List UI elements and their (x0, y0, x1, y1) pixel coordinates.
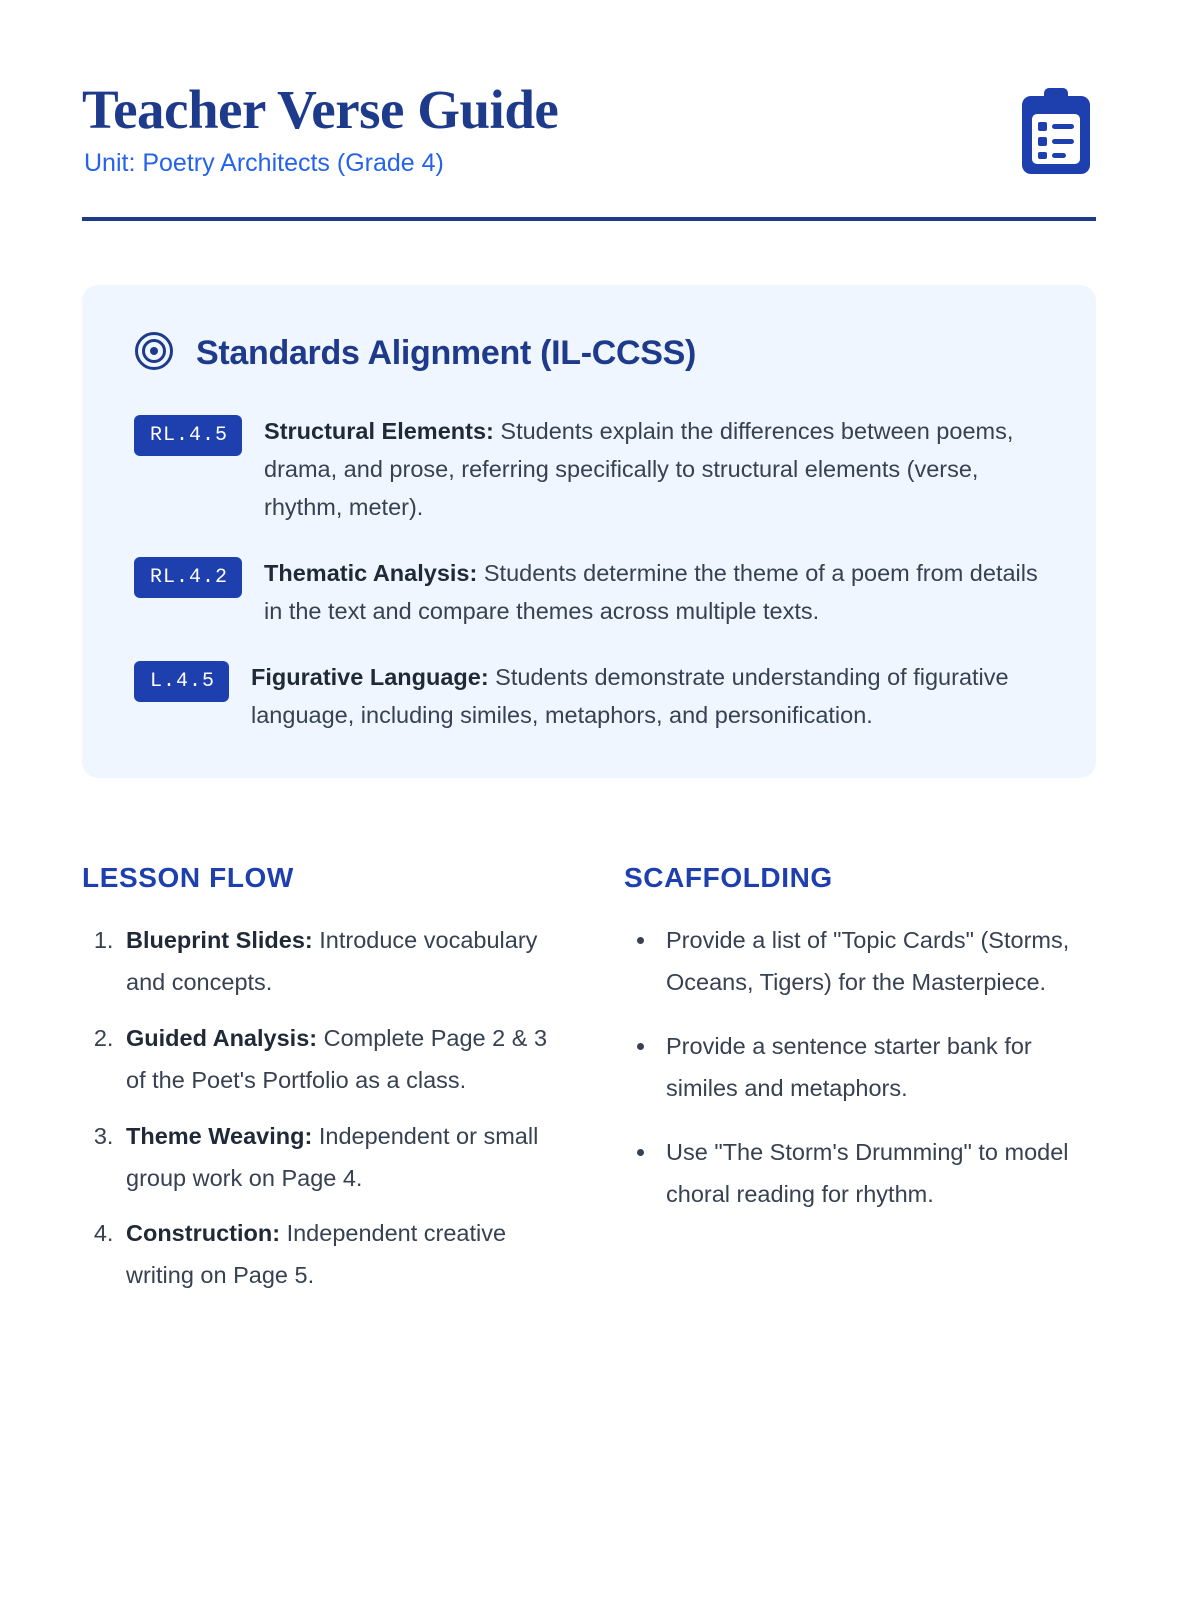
lesson-step-text: Independent or small group work on Page 4. (126, 1122, 539, 1191)
lesson-step-text: Complete Page 2 & 3 of the Poet's Portfolio as a class. (126, 1025, 548, 1093)
standard-body: Students demonstrate understanding of figurative language, including similes, metaphors, and personification. (251, 664, 1009, 729)
list-item: • Use "The Storm's Drumming" to model choral reading for rhythm. (658, 1132, 1096, 1216)
list-item (120, 1213, 554, 1297)
standard-body: Students determine the theme of a poem from details in the text and compare themes across multiple texts. (264, 560, 1038, 625)
standard-item (134, 554, 1048, 630)
standard-item (134, 412, 1048, 526)
list-item (120, 1018, 554, 1102)
lesson-flow-column (82, 862, 554, 1311)
scaffolding-column (624, 862, 1096, 1311)
lesson-step-label: Blueprint Slides: (126, 927, 313, 954)
list-item: • Provide a list of "Topic Cards" (Storms, Oceans, Tigers) for the Masterpiece. (658, 920, 1096, 1004)
standard-description (264, 412, 1048, 526)
lesson-step-label: Guided Analysis: (126, 1025, 318, 1052)
lower-columns (82, 862, 1096, 1311)
page-title: Teacher Verse Guide (82, 79, 559, 140)
header-divider (82, 217, 1096, 221)
lesson-step-text: Independent creative writing on Page 5. (126, 1220, 507, 1289)
standards-alignment-card (82, 285, 1096, 778)
standard-label: Structural Elements: (264, 418, 494, 444)
lesson-step-label: Construction: (126, 1220, 281, 1247)
page-subtitle: Unit: Poetry Architects (Grade 4) (84, 149, 444, 178)
list-item: • Provide a sentence starter bank for similes and metaphors. (658, 1026, 1096, 1110)
target-icon (134, 331, 174, 376)
standard-label: Thematic Analysis: (264, 560, 478, 587)
scaffolding-heading: SCAFFOLDING (624, 862, 833, 894)
list-item (120, 920, 554, 1004)
standards-title-row (134, 331, 1048, 376)
standard-description (251, 658, 1048, 734)
standards-title: Standards Alignment (IL-CCSS) (196, 334, 697, 372)
page-header (82, 76, 1096, 183)
standard-body: Students explain the differences between poems, drama, and prose, referring specifically to structural elements (verse, rhythm, meter). (264, 418, 1014, 521)
standard-item (134, 658, 1048, 734)
scaffolding-list (624, 920, 1096, 1215)
header-text-block (82, 76, 558, 178)
clipboard-list-icon (1018, 86, 1094, 183)
standard-code-badge: L.4.5 (134, 661, 229, 702)
standard-description (264, 554, 1048, 630)
lesson-flow-list (82, 920, 554, 1297)
lesson-flow-heading: LESSON FLOW (82, 862, 294, 894)
standard-code-badge: RL.4.5 (134, 415, 242, 456)
standard-code-badge: RL.4.2 (134, 557, 242, 598)
lesson-step-label: Theme Weaving: (126, 1122, 313, 1149)
standard-label: Figurative Language: (251, 664, 489, 691)
lesson-step-text: Introduce vocabulary and concepts. (126, 927, 538, 996)
list-item (120, 1116, 554, 1200)
